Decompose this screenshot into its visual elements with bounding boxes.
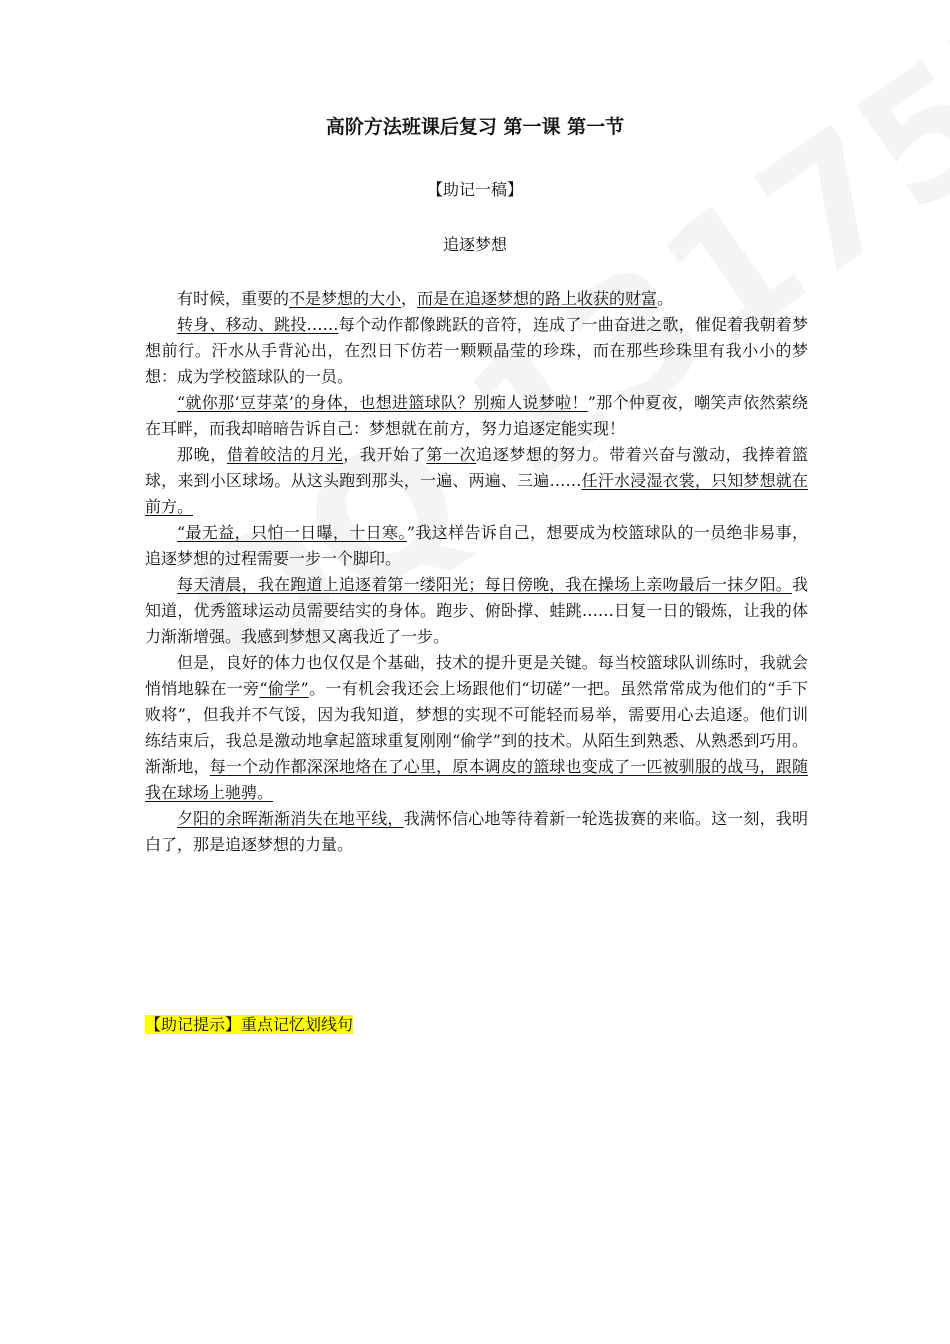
text: 我满怀信心地等待着新一轮选拔赛的来临。这一刻，我明白了，那是追逐梦想的力量。: [145, 809, 808, 854]
page-title: 高阶方法班课后复习 第一课 第一节: [325, 116, 625, 138]
underlined-text: “偷学”: [259, 679, 309, 698]
paragraph-8: [145, 806, 808, 858]
underlined-text: “最无益，只怕一日曝，十日寒。: [177, 523, 407, 542]
subtitle: 【助记一稿】: [426, 180, 523, 199]
underlined-text: “就你那‘豆芽菜’的身体，也想进篮球队？别痴人说梦啦！: [177, 393, 588, 412]
paragraph-5: [145, 520, 808, 572]
underlined-text: 每一个动作都深深地烙在了心里，原本调皮的篮球也变成了一匹被驯服的战马，跟随我在球场上驰骋。: [145, 757, 808, 802]
underlined-text: 第一次: [426, 445, 477, 464]
text: 那晚，: [177, 445, 227, 464]
paragraph-7: [145, 650, 808, 806]
text: 。一有机会我还会上场跟他们“切磋”一把。虽然常常成为他们的“手下败将”，但我并不气馁，因为我知道，梦想的实现不可能轻而易举，需要用心去追逐。他们训练结束后，我总是激动地拿起篮球重复刚刚“偷学”到的技术。从陌生到熟悉、从熟悉到巧用。渐渐地，: [145, 679, 808, 776]
text: 有时候，重要的: [177, 289, 290, 308]
memory-hint: [145, 1013, 353, 1037]
text: 但是，良好的体力也仅仅是个基础，技术的提升更是关键。每当校篮球队训练时，我就会悄悄地躲在一旁: [145, 653, 808, 698]
underlined-text: 每天清晨，我在跑道上追逐着第一缕阳光；每日傍晚，我在操场上亲吻最后一抹夕阳。: [177, 575, 792, 594]
text: 每个动作都像跳跃的音符，连成了一曲奋进之歌，催促着我朝着梦想前行。汗水从手背沁出，在烈日下仿若一颗颗晶莹的珍珠，而在那些珍珠里有我小小的梦想：成为学校篮球队的一员。: [145, 315, 808, 386]
text: ”那个仲夏夜，嘲笑声依然萦绕在耳畔，而我却暗暗告诉自己：梦想就在前方，努力追逐定能实现！: [145, 393, 808, 438]
underlined-text: 而是在追逐梦想的路上收获的财富: [417, 289, 658, 308]
text: 我知道，优秀篮球运动员需要结实的身体。跑步、俯卧撑、蛙跳……日复一日的锻炼，让我的体力渐渐增强。我感到梦想又离我近了一步。: [145, 575, 808, 646]
underlined-text: 转身、移动、跳投……: [177, 315, 339, 334]
highlighted-hint: 【助记提示】重点记忆划线句: [145, 1015, 354, 1034]
underlined-text: 夕阳的余晖渐渐消失在地平线，: [177, 809, 404, 828]
text: ，我开始了: [343, 445, 427, 464]
essay-body: [145, 286, 808, 858]
text: 。: [657, 289, 674, 308]
paragraph-4: [145, 442, 808, 520]
text: ”我这样告诉自己，想要成为校篮球队的一员绝非易事，追逐梦想的过程需要一步一个脚印。: [145, 523, 808, 568]
text: 追逐梦想的努力。带着兴奋与激动，我捧着篮球，来到小区球场。从这头跑到那头，一遍、两遍、三遍……: [145, 445, 808, 490]
paragraph-2: [145, 312, 808, 390]
text: ，: [401, 289, 418, 308]
essay-title: 追逐梦想: [442, 235, 507, 254]
underlined-text: 借着皎洁的月光: [226, 445, 344, 464]
underlined-text: 不是梦想的大小: [289, 289, 402, 308]
paragraph-6: [145, 572, 808, 650]
paragraph-3: [145, 390, 808, 442]
paragraph-1: [145, 286, 808, 312]
underlined-text: 任汗水浸湿衣裳，只知梦想就在前方。: [145, 471, 808, 516]
